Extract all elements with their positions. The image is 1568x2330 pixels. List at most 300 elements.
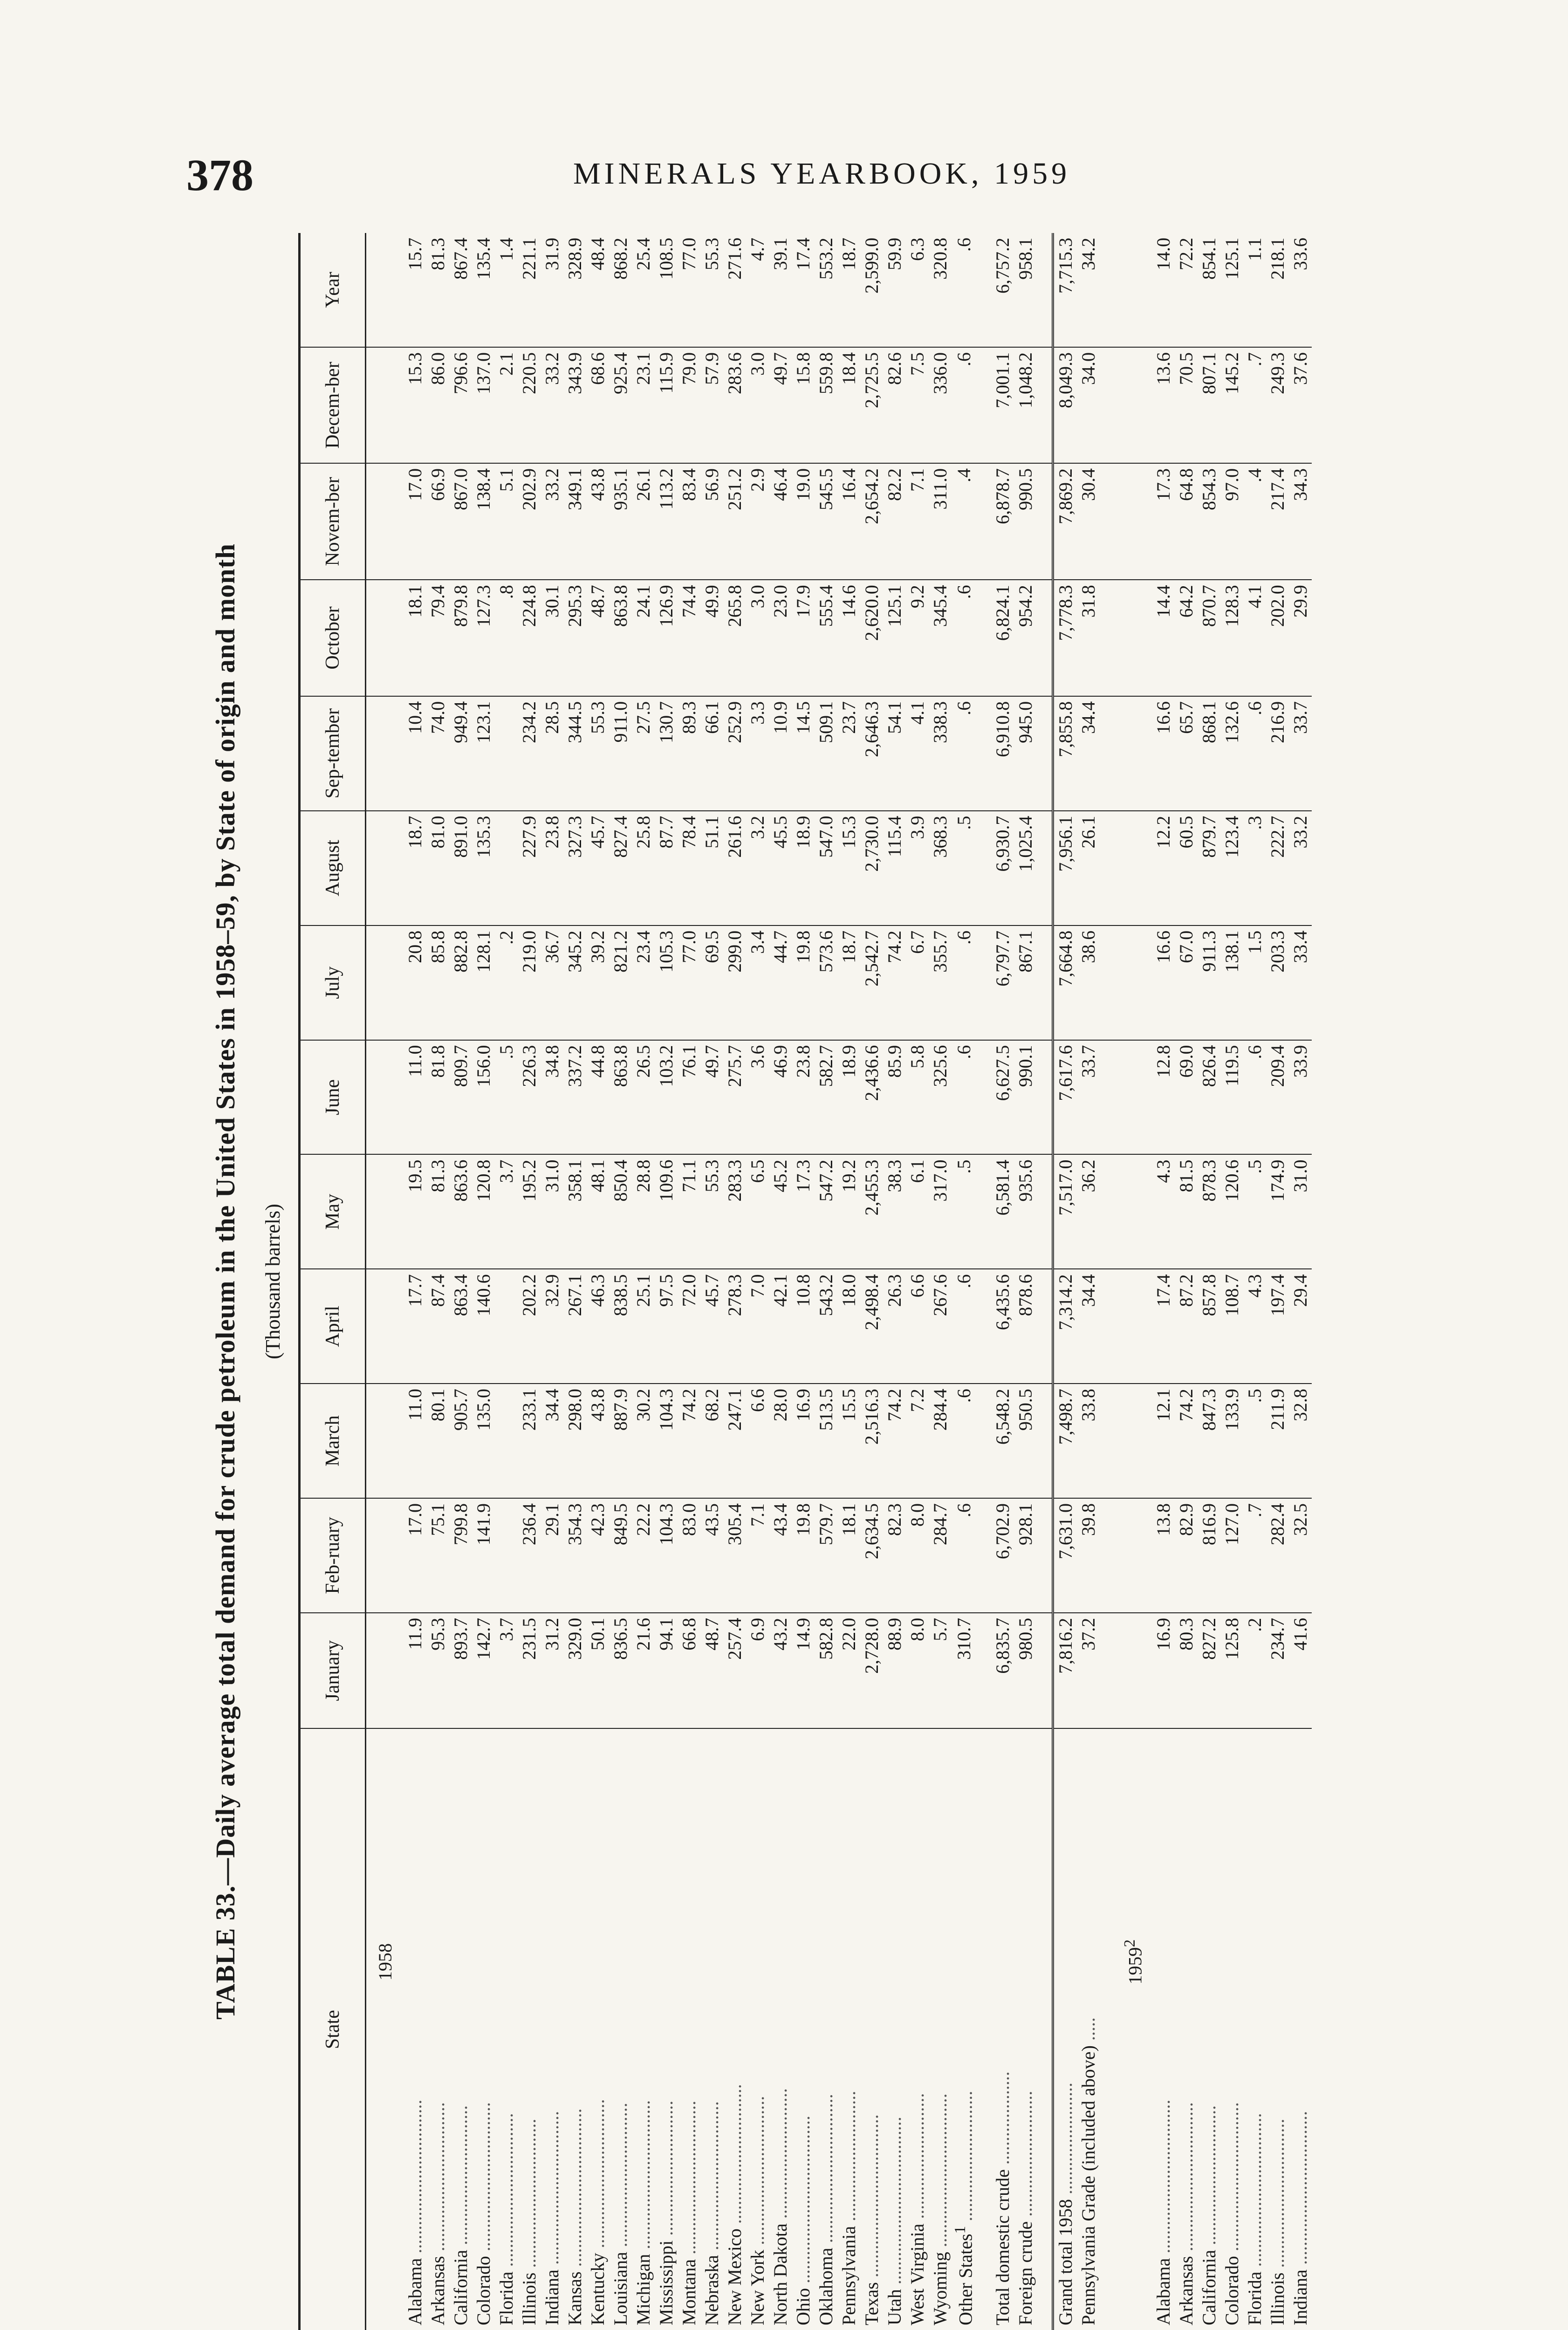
column-header: October xyxy=(300,580,366,696)
table-cell: 48.4 xyxy=(586,233,609,347)
column-header: Feb-ruary xyxy=(300,1498,366,1613)
table-cell: 7.1 xyxy=(746,1498,769,1613)
table-cell: 38.6 xyxy=(1077,925,1100,1040)
table-row xyxy=(609,233,632,2330)
table-cell: 74.2 xyxy=(883,1384,906,1498)
table-cell: 850.4 xyxy=(609,1154,632,1269)
table-cell: 127.3 xyxy=(472,580,495,696)
table-row xyxy=(632,233,655,2330)
table-cell: 6,797.7 xyxy=(991,925,1014,1040)
year-heading-row xyxy=(1115,233,1152,2330)
table-cell: 882.8 xyxy=(449,925,472,1040)
state-name: West Virginia xyxy=(907,2223,928,2325)
table-cell: 18.4 xyxy=(837,347,860,463)
table-cell: 25.4 xyxy=(632,233,655,347)
table-cell: 329.0 xyxy=(563,1613,586,1728)
table-cell: 2,730.0 xyxy=(860,811,883,925)
table-row xyxy=(1077,233,1100,2330)
table-cell: 217.4 xyxy=(1266,463,1289,580)
table-cell: 12.1 xyxy=(1152,1384,1175,1498)
table-cell: 46.9 xyxy=(769,1040,792,1155)
state-name: Grand total 1958 xyxy=(1055,2199,1076,2325)
table-cell: 34.4 xyxy=(541,1384,563,1498)
column-header: April xyxy=(300,1269,366,1384)
table-cell: 220.5 xyxy=(518,347,541,463)
state-name: Alabama xyxy=(1153,2258,1174,2325)
column-header: August xyxy=(300,811,366,925)
table-cell: 358.1 xyxy=(563,1154,586,1269)
table-cell: 252.9 xyxy=(723,696,746,811)
leader-dots: .................................. xyxy=(564,2108,585,2272)
table-cell: 990.1 xyxy=(1014,1040,1037,1155)
table-cell: 33.7 xyxy=(1289,696,1312,811)
table-cell: 18.7 xyxy=(837,233,860,347)
table-cell: 48.1 xyxy=(586,1154,609,1269)
column-header: June xyxy=(300,1040,366,1155)
table-cell: 66.8 xyxy=(678,1613,700,1728)
table-cell: 94.1 xyxy=(655,1613,678,1728)
table-cell: 7,715.3 xyxy=(1053,233,1077,347)
table-row xyxy=(541,233,563,2330)
table-row xyxy=(700,233,723,2330)
table-cell: .5 xyxy=(952,811,976,925)
table-cell: 7.1 xyxy=(906,463,929,580)
table-cell: 130.7 xyxy=(655,696,678,811)
table-cell: 44.7 xyxy=(769,925,792,1040)
table-cell: 81.3 xyxy=(426,1154,449,1269)
table-cell: 33.2 xyxy=(1289,811,1312,925)
table-cell: 327.3 xyxy=(563,811,586,925)
table-cell: 7,001.1 xyxy=(991,347,1014,463)
table-cell: 16.4 xyxy=(837,463,860,580)
table-cell: 37.6 xyxy=(1289,347,1312,463)
table-cell: .6 xyxy=(952,1498,976,1613)
table-cell: 870.7 xyxy=(1198,580,1220,696)
table-cell: 33.6 xyxy=(1289,233,1312,347)
table-cell: 284.4 xyxy=(929,1384,952,1498)
table-cell: 3.0 xyxy=(746,347,769,463)
table-cell: 6.1 xyxy=(906,1154,929,1269)
leader-dots: ................................. xyxy=(678,2100,699,2259)
table-row xyxy=(655,233,678,2330)
table-row xyxy=(860,233,883,2330)
table-cell: 857.8 xyxy=(1198,1269,1220,1384)
table-cell: 133.9 xyxy=(1220,1384,1243,1498)
table-cell: 82.3 xyxy=(883,1498,906,1613)
table-cell: 847.3 xyxy=(1198,1384,1220,1498)
column-header: State xyxy=(300,1728,366,2330)
table-row xyxy=(769,233,792,2330)
table-cell: 219.0 xyxy=(518,925,541,1040)
table-cell: 935.6 xyxy=(1014,1154,1037,1269)
table-cell: 145.2 xyxy=(1220,347,1243,463)
table-cell: 27.5 xyxy=(632,696,655,811)
table-row xyxy=(906,233,929,2330)
table-cell: 283.6 xyxy=(723,347,746,463)
table-cell: 310.7 xyxy=(952,1613,976,1728)
leader-dots: ................................ xyxy=(519,2118,540,2273)
table-cell: 345.4 xyxy=(929,580,952,696)
table-cell: .5 xyxy=(1243,1384,1266,1498)
table-cell: 34.2 xyxy=(1077,233,1100,347)
footnote-marker: 2 xyxy=(1121,1939,1138,1947)
table-cell: 67.0 xyxy=(1175,925,1198,1040)
leader-dots: .............................. xyxy=(724,2084,745,2229)
leader-dots: ................................... xyxy=(861,2114,882,2282)
table-cell: 95.3 xyxy=(426,1613,449,1728)
table-cell: 19.5 xyxy=(404,1154,426,1269)
table-cell: 79.4 xyxy=(426,580,449,696)
table-cell: 796.6 xyxy=(449,347,472,463)
table-cell: 87.4 xyxy=(426,1269,449,1384)
state-name: Mississippi xyxy=(656,2240,677,2325)
table-cell: 18.7 xyxy=(837,925,860,1040)
table-cell: 10.4 xyxy=(404,696,426,811)
table-cell: 545.5 xyxy=(815,463,837,580)
table-cell: 42.3 xyxy=(586,1498,609,1613)
leader-dots: ........................... xyxy=(907,2093,928,2224)
table-cell: 6,627.5 xyxy=(991,1040,1014,1155)
column-header: Decem-ber xyxy=(300,347,366,463)
table-cell: 44.8 xyxy=(586,1040,609,1155)
table-cell: 140.6 xyxy=(472,1269,495,1384)
table-row xyxy=(952,233,976,2330)
table-cell: 234.7 xyxy=(1266,1613,1289,1728)
table-cell: 6.5 xyxy=(746,1154,769,1269)
table-cell: 29.1 xyxy=(541,1498,563,1613)
table-cell: 336.0 xyxy=(929,347,952,463)
table-cell: 2,725.5 xyxy=(860,347,883,463)
table-cell: 4.7 xyxy=(746,233,769,347)
table-cell: 26.5 xyxy=(632,1040,655,1155)
table-cell: 3.6 xyxy=(746,1040,769,1155)
table-row xyxy=(426,233,449,2330)
table-cell: 57.9 xyxy=(700,347,723,463)
table-cell: 115.4 xyxy=(883,811,906,925)
table-cell: 282.4 xyxy=(1266,1498,1289,1613)
table-cell: 9.2 xyxy=(906,580,929,696)
table-cell: 6,910.8 xyxy=(991,696,1014,811)
table-cell: 15.3 xyxy=(404,347,426,463)
table-cell: 26.1 xyxy=(632,463,655,580)
table-cell: 6.9 xyxy=(746,1613,769,1728)
rotated-table xyxy=(210,233,1468,2330)
table-cell: 325.6 xyxy=(929,1040,952,1155)
table-cell: 48.7 xyxy=(700,1613,723,1728)
state-name: Oklahoma xyxy=(815,2248,836,2325)
table-cell: 29.9 xyxy=(1289,580,1312,696)
page-number: 378 xyxy=(186,150,253,200)
table-cell: 854.3 xyxy=(1198,463,1220,580)
table-cell: 85.8 xyxy=(426,925,449,1040)
table-cell: 6,930.7 xyxy=(991,811,1014,925)
table-cell: 3.3 xyxy=(746,696,769,811)
table-cell: 2,542.7 xyxy=(860,925,883,1040)
table-cell: 135.3 xyxy=(472,811,495,925)
table-cell: 32.5 xyxy=(1289,1498,1312,1613)
table-cell: 559.8 xyxy=(815,347,837,463)
table-cell: 141.9 xyxy=(472,1498,495,1613)
state-name: North Dakota xyxy=(770,2223,791,2325)
table-cell: 2,646.3 xyxy=(860,696,883,811)
table-cell: 891.0 xyxy=(449,811,472,925)
state-name: Indiana xyxy=(541,2269,562,2325)
leader-dots: ................................. xyxy=(496,2113,517,2272)
table-cell: 6,835.7 xyxy=(991,1613,1014,1728)
table-cell: 109.6 xyxy=(655,1154,678,1269)
table-cell: 3.0 xyxy=(746,580,769,696)
table-cell: 7,855.8 xyxy=(1053,696,1077,811)
table-cell: 81.0 xyxy=(426,811,449,925)
table-cell: 821.2 xyxy=(609,925,632,1040)
table-cell: 222.7 xyxy=(1266,811,1289,925)
leader-dots: ................................. xyxy=(1290,2111,1311,2270)
table-cell: 74.2 xyxy=(883,925,906,1040)
column-header: July xyxy=(300,925,366,1040)
table-cell: 265.8 xyxy=(723,580,746,696)
column-header: January xyxy=(300,1613,366,1728)
state-name: Kentucky xyxy=(587,2253,608,2325)
state-name: Nebraska xyxy=(701,2255,722,2325)
table-cell: 226.3 xyxy=(518,1040,541,1155)
table-cell: 43.8 xyxy=(586,463,609,580)
table-cell: 958.1 xyxy=(1014,233,1037,347)
demand-table xyxy=(298,233,1312,2330)
table-cell: 14.9 xyxy=(792,1613,815,1728)
table-row xyxy=(404,233,426,2330)
table-cell: 8.0 xyxy=(906,1498,929,1613)
table-cell: 19.2 xyxy=(837,1154,860,1269)
table-cell: 2,599.0 xyxy=(860,233,883,347)
table-cell: 46.3 xyxy=(586,1269,609,1384)
leader-dots: ................................ xyxy=(1176,2102,1197,2256)
table-cell: 911.3 xyxy=(1198,925,1220,1040)
table-cell: 3.4 xyxy=(746,925,769,1040)
leader-dots: ........................... xyxy=(1015,2090,1036,2221)
table-cell: 25.1 xyxy=(632,1269,655,1384)
column-header: March xyxy=(300,1384,366,1498)
table-cell: 14.6 xyxy=(837,580,860,696)
spacer-row xyxy=(976,233,991,2330)
footnote-marker: 1 xyxy=(952,2226,969,2234)
leader-dots: .................................... xyxy=(793,2116,814,2288)
table-cell: 863.8 xyxy=(609,580,632,696)
table-cell: 305.4 xyxy=(723,1498,746,1613)
table-cell: 945.0 xyxy=(1014,696,1037,811)
table-cell: 2,620.0 xyxy=(860,580,883,696)
spacer-row xyxy=(1100,233,1115,2330)
table-cell: 195.2 xyxy=(518,1154,541,1269)
table-cell: 328.9 xyxy=(563,233,586,347)
table-cell: 2,498.4 xyxy=(860,1269,883,1384)
table-cell: 88.9 xyxy=(883,1613,906,1728)
table-cell: 7,664.8 xyxy=(1053,925,1077,1040)
table-cell: 66.1 xyxy=(700,696,723,811)
table-row xyxy=(723,233,746,2330)
table-cell: 29.4 xyxy=(1289,1269,1312,1384)
table-cell: .7 xyxy=(1243,1498,1266,1613)
state-name: Arkansas xyxy=(427,2256,448,2325)
table-cell: 893.7 xyxy=(449,1613,472,1728)
table-cell: 547.2 xyxy=(815,1154,837,1269)
table-cell: 72.2 xyxy=(1175,233,1198,347)
table-cell: 4.1 xyxy=(1243,580,1266,696)
table-cell: 911.0 xyxy=(609,696,632,811)
state-name: Kansas xyxy=(564,2271,585,2325)
table-cell: 311.0 xyxy=(929,463,952,580)
table-cell: 17.0 xyxy=(404,1498,426,1613)
table-cell: 34.4 xyxy=(1077,696,1100,811)
table-cell: 320.8 xyxy=(929,233,952,347)
leader-dots: ................................. xyxy=(404,2099,425,2258)
leader-dots: ................................ xyxy=(427,2102,448,2256)
state-name: Foreign crude xyxy=(1015,2221,1036,2325)
table-title: TABLE 33.—Daily average total demand for crude petroleum in the United States in 1958–59, by State of origin and month xyxy=(210,543,240,2020)
table-cell: 349.1 xyxy=(563,463,586,580)
table-cell: 543.2 xyxy=(815,1269,837,1384)
table-cell: 43.2 xyxy=(769,1613,792,1728)
table-cell: 60.5 xyxy=(1175,811,1198,925)
table-cell: 868.2 xyxy=(609,233,632,347)
table-row xyxy=(929,233,952,2330)
table-cell: 33.4 xyxy=(1289,925,1312,1040)
table-cell: 234.2 xyxy=(518,696,541,811)
table-cell: 50.1 xyxy=(586,1613,609,1728)
table-cell: 77.0 xyxy=(678,233,700,347)
table-cell: 33.8 xyxy=(1077,1384,1100,1498)
table-cell: 68.2 xyxy=(700,1384,723,1498)
table-cell: 104.3 xyxy=(655,1498,678,1613)
table-cell: 867.4 xyxy=(449,233,472,347)
table-cell: 33.2 xyxy=(541,347,563,463)
table-cell: 48.7 xyxy=(586,580,609,696)
table-cell: 34.0 xyxy=(1077,347,1100,463)
table-cell: 28.5 xyxy=(541,696,563,811)
table-cell: 990.5 xyxy=(1014,463,1037,580)
column-header: May xyxy=(300,1154,366,1269)
leader-dots: ................................ xyxy=(815,2094,836,2248)
table-cell: 34.8 xyxy=(541,1040,563,1155)
table-cell: 345.2 xyxy=(563,925,586,1040)
table-cell: 64.8 xyxy=(1175,463,1198,580)
table-cell: 6.6 xyxy=(906,1269,929,1384)
table-cell: 7,498.7 xyxy=(1053,1384,1077,1498)
leader-dots: .............................. xyxy=(1198,2105,1220,2250)
table-cell: 863.6 xyxy=(449,1154,472,1269)
table-cell: 72.0 xyxy=(678,1269,700,1384)
table-cell: 108.7 xyxy=(1220,1269,1243,1384)
table-cell: 6.7 xyxy=(906,925,929,1040)
leader-dots: ................................ xyxy=(1221,2102,1243,2256)
table-cell: 37.2 xyxy=(1077,1613,1100,1728)
header-row xyxy=(300,233,366,2330)
table-cell: .7 xyxy=(1243,347,1266,463)
table-cell: 7,631.0 xyxy=(1053,1498,1077,1613)
table-cell: 17.3 xyxy=(1152,463,1175,580)
table-cell: 3.7 xyxy=(495,1154,518,1269)
state-name: Colorado xyxy=(473,2256,494,2325)
table-row xyxy=(837,233,860,2330)
table-cell: 79.0 xyxy=(678,347,700,463)
table-cell: 8.0 xyxy=(906,1613,929,1728)
table-cell xyxy=(495,1269,518,1384)
table-cell: 108.5 xyxy=(655,233,678,347)
table-row xyxy=(495,233,518,2330)
leader-dots: ..... xyxy=(1078,2017,1099,2046)
table-body xyxy=(366,233,1312,2330)
table-cell: 950.5 xyxy=(1014,1384,1037,1498)
table-cell: 49.7 xyxy=(700,1040,723,1155)
table-cell: 863.8 xyxy=(609,1040,632,1155)
table-cell: 6,435.6 xyxy=(991,1269,1014,1384)
table-cell: 21.6 xyxy=(632,1613,655,1728)
leader-dots: ................................. xyxy=(1153,2099,1174,2258)
table-cell: 1,025.4 xyxy=(1014,811,1037,925)
table-cell: 78.4 xyxy=(678,811,700,925)
leader-dots: ................................. xyxy=(1244,2113,1266,2272)
table-cell: .6 xyxy=(952,233,976,347)
state-name: Illinois xyxy=(1267,2272,1288,2325)
table-cell: 1,048.2 xyxy=(1014,347,1037,463)
table-cell: .6 xyxy=(952,696,976,811)
table-cell: 22.2 xyxy=(632,1498,655,1613)
table-cell: 64.2 xyxy=(1175,580,1198,696)
table-cell: 30.4 xyxy=(1077,463,1100,580)
table-cell: 19.8 xyxy=(792,1498,815,1613)
table-cell: 863.4 xyxy=(449,1269,472,1384)
table-cell: 15.3 xyxy=(837,811,860,925)
table-cell: .5 xyxy=(495,1040,518,1155)
table-cell: 68.6 xyxy=(586,347,609,463)
table-cell: 838.5 xyxy=(609,1269,632,1384)
table-row xyxy=(815,233,837,2330)
table-cell xyxy=(495,1384,518,1498)
table-cell: 809.7 xyxy=(449,1040,472,1155)
table-cell: 82.2 xyxy=(883,463,906,580)
table-cell: 7,314.2 xyxy=(1053,1269,1077,1384)
table-cell: 85.9 xyxy=(883,1040,906,1155)
table-cell: 233.1 xyxy=(518,1384,541,1498)
table-cell: 18.9 xyxy=(792,811,815,925)
table-cell: 257.4 xyxy=(723,1613,746,1728)
table-row xyxy=(1243,233,1266,2330)
table-cell: 43.4 xyxy=(769,1498,792,1613)
table-row xyxy=(678,233,700,2330)
table-cell: 26.3 xyxy=(883,1269,906,1384)
table-row xyxy=(1289,233,1312,2330)
table-cell: 7.2 xyxy=(906,1384,929,1498)
table-cell: 49.7 xyxy=(769,347,792,463)
table-cell: 23.0 xyxy=(769,580,792,696)
table-cell: 224.8 xyxy=(518,580,541,696)
running-head: MINERALS YEARBOOK, 1959 xyxy=(573,157,1071,191)
table-cell: 65.7 xyxy=(1175,696,1198,811)
table-cell: 23.7 xyxy=(837,696,860,811)
table-cell: 10.8 xyxy=(792,1269,815,1384)
state-name: New Mexico xyxy=(724,2228,745,2325)
table-cell: 509.1 xyxy=(815,696,837,811)
table-cell: 83.0 xyxy=(678,1498,700,1613)
year-heading: 1958 xyxy=(374,1943,396,1981)
table-cell: 14.5 xyxy=(792,696,815,811)
table-cell: 23.4 xyxy=(632,925,655,1040)
table-cell: 826.4 xyxy=(1198,1040,1220,1155)
table-cell: .2 xyxy=(495,925,518,1040)
table-cell: 31.0 xyxy=(541,1154,563,1269)
table-cell: 582.7 xyxy=(815,1040,837,1155)
table-cell: 77.0 xyxy=(678,925,700,1040)
table-cell: 17.0 xyxy=(404,463,426,580)
